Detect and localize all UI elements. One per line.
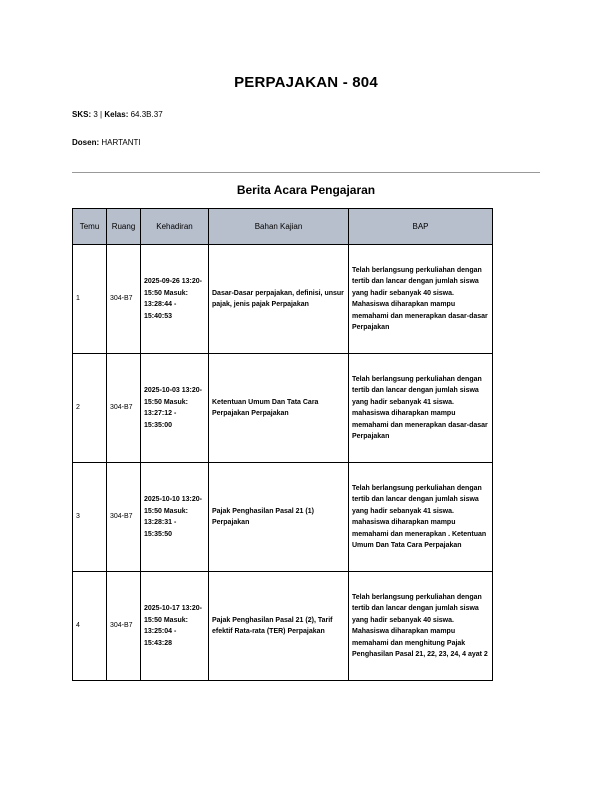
column-header-bahan-kajian: Bahan Kajian: [209, 209, 349, 245]
cell-ruang: 304-B7: [107, 572, 141, 681]
cell-bahan-kajian: Pajak Penghasilan Pasal 21 (2), Tarif efektif Rata-rata (TER) Perpajakan: [209, 572, 349, 681]
table-header-row: [73, 209, 493, 245]
teaching-report-table: [72, 208, 493, 681]
kelas-label: Kelas:: [104, 110, 129, 119]
course-meta-line: [72, 110, 163, 119]
column-header-ruang: Ruang: [107, 209, 141, 245]
cell-kehadiran: 2025-10-03 13:20-15:50 Masuk: 13:27:12 - 15:35:00: [141, 354, 209, 463]
table-row: [73, 245, 493, 354]
cell-bahan-kajian: Dasar-Dasar perpajakan, definisi, unsur pajak, jenis pajak Perpajakan: [209, 245, 349, 354]
table-row: [73, 463, 493, 572]
cell-bap: Telah berlangsung perkuliahan dengan tertib dan lancar dengan jumlah siswa yang hadir sebanyak 40 siswa. Mahasiswa diharapkan mampu memahami dan menghitung Pajak Penghasilan Pasal 21, 22, 23, 24, 4 ayat 2: [349, 572, 493, 681]
section-subtitle: Berita Acara Pengajaran: [236, 183, 376, 197]
cell-kehadiran: 2025-10-17 13:20-15:50 Masuk: 13:25:04 - 15:43:28: [141, 572, 209, 681]
cell-ruang: 304-B7: [107, 354, 141, 463]
lecturer-line: [72, 138, 141, 147]
column-header-bap: BAP: [349, 209, 493, 245]
cell-bap: Telah berlangsung perkuliahan dengan tertib dan lancar dengan jumlah siswa yang hadir sebanyak 41 siswa. mahasiswa diharapkan mampu memahami dan menerapkan . Ketentuan Umum Dan Tata Cara Perpajakan: [349, 463, 493, 572]
cell-ruang: 304-B7: [107, 245, 141, 354]
cell-bahan-kajian: Pajak Penghasilan Pasal 21 (1) Perpajakan: [209, 463, 349, 572]
cell-temu: 2: [73, 354, 107, 463]
cell-temu: 4: [73, 572, 107, 681]
cell-kehadiran: 2025-09-26 13:20-15:50 Masuk: 13:28:44 - 15:40:53: [141, 245, 209, 354]
dosen-label: Dosen:: [72, 138, 100, 147]
page-title: PERPAJAKAN - 804: [234, 74, 378, 91]
horizontal-divider: [72, 172, 540, 173]
sks-label: SKS:: [72, 110, 92, 119]
dosen-value: HARTANTI: [101, 138, 141, 147]
kelas-value: 64.3B.37: [130, 110, 163, 119]
cell-bap: Telah berlangsung perkuliahan dengan tertib dan lancar dengan jumlah siswa yang hadir sebanyak 40 siswa. Mahasiswa diharapkan mampu memahami dan menerapkan dasar-dasar Perpajakan: [349, 245, 493, 354]
cell-ruang: 304-B7: [107, 463, 141, 572]
cell-bap: Telah berlangsung perkuliahan dengan tertib dan lancar dengan jumlah siswa yang hadir sebanyak 41 siswa. mahasiswa diharapkan mampu memahami dan menerapkan dasar-dasar Perpajakan: [349, 354, 493, 463]
column-header-kehadiran: Kehadiran: [141, 209, 209, 245]
sks-value: 3: [93, 110, 98, 119]
table-row: [73, 354, 493, 463]
cell-kehadiran: 2025-10-10 13:20-15:50 Masuk: 13:28:31 - 15:35:50: [141, 463, 209, 572]
table-row: [73, 572, 493, 681]
meta-separator: |: [100, 110, 103, 119]
column-header-temu: Temu: [73, 209, 107, 245]
cell-temu: 1: [73, 245, 107, 354]
cell-temu: 3: [73, 463, 107, 572]
cell-bahan-kajian: Ketentuan Umum Dan Tata Cara Perpajakan Perpajakan: [209, 354, 349, 463]
